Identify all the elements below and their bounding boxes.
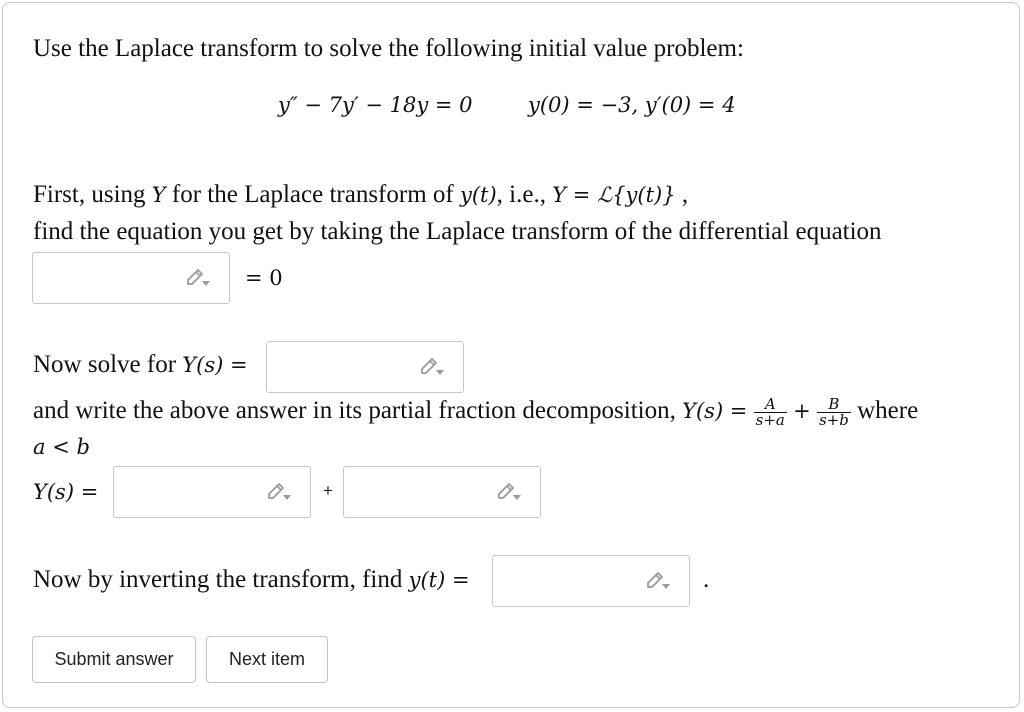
transformed-equation-input[interactable]	[32, 252, 230, 304]
pencil-dropdown-icon[interactable]	[645, 570, 673, 592]
pencil-dropdown-icon[interactable]	[266, 481, 294, 503]
laplace-definition: Y = ℒ{y(t)}	[552, 183, 676, 207]
next-item-button[interactable]: Next item	[206, 636, 328, 683]
step3-text-a: and write the above answer in its partial fraction decomposition,	[33, 397, 683, 425]
step4-lhs: y(t) =	[408, 568, 470, 592]
yt-solution-input[interactable]	[492, 555, 690, 607]
equals-zero: = 0	[245, 266, 283, 290]
decomposition-lhs: Y(s) =	[33, 480, 99, 504]
step1-text-d: ,	[675, 181, 689, 208]
pencil-dropdown-icon[interactable]	[419, 356, 447, 378]
Ys-solution-input[interactable]	[266, 341, 464, 393]
step3-lhs: Y(s) =	[682, 399, 748, 424]
step3-line1	[33, 397, 918, 428]
fraction-A: $\frac{A}{s+a}$	[755, 395, 785, 429]
step4-text: Now by inverting the transform, find	[33, 566, 409, 593]
pencil-dropdown-icon[interactable]	[185, 267, 213, 289]
partial-fraction-input-1[interactable]	[113, 466, 311, 518]
var-Y: Y	[151, 183, 166, 207]
fraction-plus: +	[793, 399, 811, 424]
step1-text-c: , i.e.,	[496, 181, 553, 208]
step1-line1	[33, 181, 688, 209]
step2-label	[33, 351, 248, 379]
fraction-B: $\frac{B}{s+b}$	[818, 395, 849, 429]
step1-line2: find the equation you get by taking the Laplace transform of the differential equation	[33, 218, 882, 245]
condition-a-lt-b: a < b	[33, 435, 90, 459]
step1-text-a: First, using	[33, 181, 152, 208]
problem-intro: Use the Laplace transform to solve the following initial value problem:	[33, 35, 744, 62]
step3-text-b: where	[850, 397, 919, 425]
step1-text-b: for the Laplace transform of	[165, 181, 460, 208]
decomposition-plus: +	[323, 481, 333, 500]
equation-text: y″ − 7y′ − 18y = 0	[278, 93, 473, 117]
initial-conditions-text: y(0) = −3, y′(0) = 4	[528, 93, 736, 117]
initial-conditions	[528, 93, 736, 117]
var-yt: y(t)	[459, 183, 497, 207]
step2-text: Now solve for	[33, 351, 183, 378]
pencil-dropdown-icon[interactable]	[496, 481, 524, 503]
step2-lhs: Y(s) =	[182, 353, 248, 377]
step4-label	[33, 566, 470, 594]
question-card	[2, 2, 1020, 708]
partial-fraction-input-2[interactable]	[343, 466, 541, 518]
submit-answer-button[interactable]: Submit answer	[32, 636, 196, 683]
differential-equation	[278, 93, 473, 117]
step4-period: .	[703, 566, 710, 593]
